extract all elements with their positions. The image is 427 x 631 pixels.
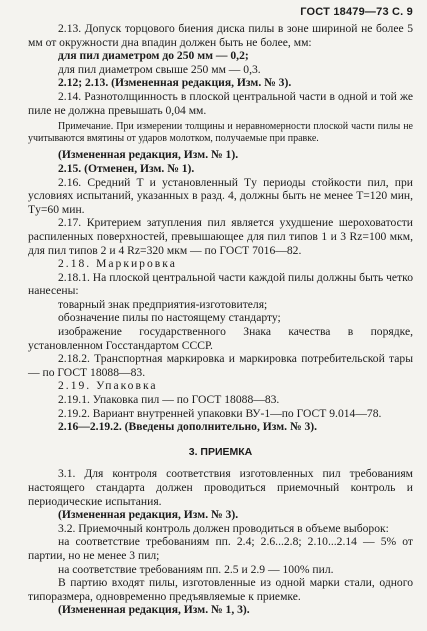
document-body [28, 22, 413, 617]
list-item: обозначение пилы по настоящему стандарту; [58, 311, 281, 325]
para-2-18-1: 2.18.1. На плоской центральной части каждой пилы должны быть четко нанесены: [28, 270, 413, 298]
list-item: изображение государственного Знака качества в порядке, установленном Госстандартом СССР. [28, 325, 413, 352]
para-2-18-2: 2.18.2. Транспортная маркировка и маркировка потребительской тары — по ГОСТ 18088—83. [28, 352, 413, 379]
para-2-16: 2.16. Средний T и установленный Tу периоды стойкости пил, при условиях испытаний, указанных в разд. 4, должны быть не менее T=120 мин, Tу=60 мин. [28, 175, 413, 216]
amendment-note: (Измененная редакция, Изм. № 1). [58, 148, 239, 162]
para-3-1: 3.1. Для контроля соответствия изготовленных пил требованиям настоящего стандарта должен проводиться приемочный контроль и периодические испытания. [28, 467, 413, 508]
para-3-2: 3.2. Приемочный контроль должен проводиться в объеме выборок: [58, 521, 389, 535]
amendment-note: 2.12; 2.13. (Измененная редакция, Изм. № 3). [58, 76, 292, 90]
para-2-14: 2.14. Разнотолщинность в плоской центральной части в одной и той же пиле не должна превышать 0,04 мм. [28, 89, 413, 117]
heading-packing: 2.19. Упаковка [58, 379, 158, 393]
para-2-17: 2.17. Критерием затупления пил является ухудшение шероховатости распиленных поверхностей, превышающее для пил типов 1 и 3 Rz=100 мкм, для пил типов 2 и 4 Rz=320 мкм — по ГОСТ 7016—82. [28, 216, 413, 257]
amendment-note: (Измененная редакция, Изм. № 1, 3). [58, 603, 250, 617]
list-item: на соответствие требованиям пп. 2.4; 2.6...2.8; 2.10...2.14 — 5% от партии, но не менее 3 пил; [28, 535, 413, 562]
para-2-19-1: 2.19.1. Упаковка пил — по ГОСТ 18088—83. [58, 393, 280, 407]
amendment-note: (Измененная редакция, Изм. № 3). [58, 508, 239, 522]
para-2-13: 2.13. Допуск торцового биения диска пилы в зоне шириной не более 5 мм от окружности дна впадин должен быть не более, мм: [28, 22, 413, 49]
note: Примечание. При измерении толщины и неравномерности плоской части пилы не учитываются вмятины от ударов молотком, получаемые при правке. [28, 121, 413, 144]
para-2-15: 2.15. (Отменен, Изм. № 1). [58, 161, 195, 175]
section-title-acceptance: 3. ПРИЕМКА [188, 445, 253, 458]
page-header: ГОСТ 18479—73 С. 9 [300, 6, 413, 18]
para-2-13-item-1: для пил диаметром до 250 мм — 0,2; [58, 49, 249, 63]
para-3-2-batch: В партию входят пилы, изготовленные из одной марки стали, одного типоразмера, одновременно предъявляемые к приемке. [28, 576, 413, 603]
list-item: товарный знак предприятия-изготовителя; [58, 297, 268, 311]
amendment-note: 2.16—2.19.2. (Введены дополнительно, Изм. № 3). [58, 420, 318, 434]
para-2-13-item-2: для пил диаметром свыше 250 мм — 0,3. [58, 62, 261, 76]
heading-marking: 2.18. Маркировка [58, 257, 177, 271]
para-2-19-2: 2.19.2. Вариант внутренней упаковки ВУ-1—по ГОСТ 9.014—78. [58, 406, 382, 420]
list-item: на соответствие требованиям пп. 2.5 и 2.9 — 100% пил. [58, 562, 334, 576]
